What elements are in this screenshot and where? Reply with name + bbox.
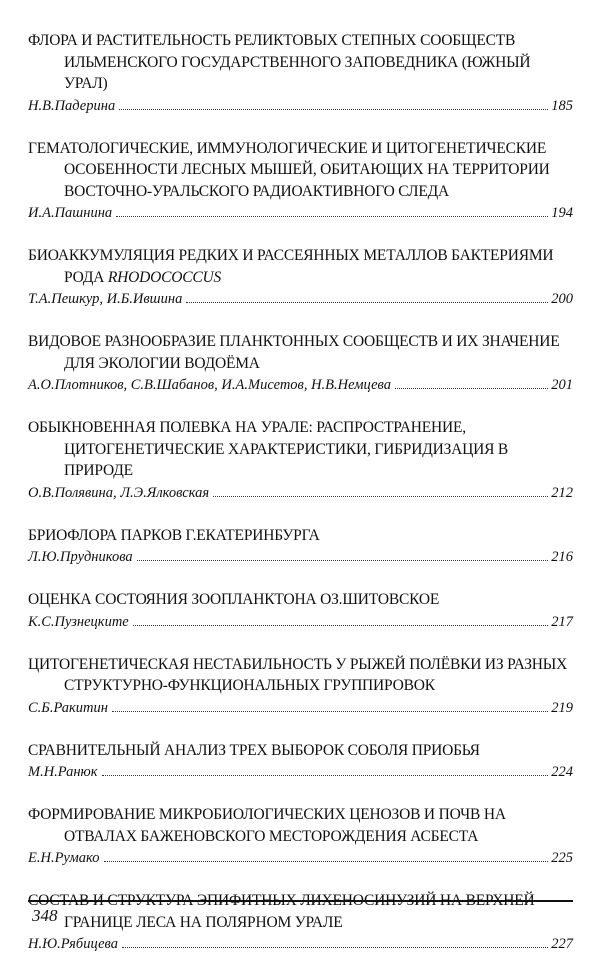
entry-page-number: 212 [551, 484, 573, 501]
entry-title: БИОАККУМУЛЯЦИЯ РЕДКИХ И РАССЕЯННЫХ МЕТАЛЛОВ БАКТЕРИЯМИ РОДА RHODOCOCCUS [28, 247, 554, 286]
entry-page-number: 200 [551, 291, 573, 307]
entry-author-line [28, 698, 573, 718]
toc-entry [28, 417, 573, 503]
entry-author-line [28, 762, 573, 782]
entry-title: ОБЫКНОВЕННАЯ ПОЛЕВКА НА УРАЛЕ: РАСПРОСТРАНЕНИЕ, ЦИТОГЕНЕТИЧЕСКИЕ ХАРАКТЕРИСТИКИ, ГИБРИДИЗАЦИЯ В ПРИРОДЕ [28, 419, 509, 479]
footer-rule [28, 900, 573, 902]
entry-page-number: 219 [551, 699, 573, 716]
dot-leader [112, 711, 548, 712]
entry-title: БРИОФЛОРА ПАРКОВ Г.ЕКАТЕРИНБУРГА [28, 526, 320, 544]
entry-title: ФОРМИРОВАНИЕ МИКРОБИОЛОГИЧЕСКИХ ЦЕНОЗОВ И ПОЧВ НА ОТВАЛАХ БАЖЕНОВСКОГО МЕСТОРОЖДЕНИЯ АСБЕСТА [28, 806, 506, 845]
entry-author-line [28, 934, 573, 954]
toc-entry [28, 654, 573, 718]
entry-page-number: 185 [551, 97, 573, 114]
dot-leader [102, 775, 549, 776]
toc-entry [28, 331, 573, 395]
entry-authors: Е.Н.Румако [28, 850, 100, 866]
entry-author-line [28, 612, 573, 632]
entry-authors: Н.Ю.Рябицева [28, 936, 118, 952]
entry-authors: Т.А.Пешкур, И.Б.Ившина [28, 291, 183, 307]
entry-page-number: 217 [551, 613, 573, 630]
entry-page-number: 194 [551, 205, 573, 221]
dot-leader [133, 625, 549, 626]
entry-author-line [28, 547, 573, 567]
entry-page-number: 227 [551, 936, 573, 952]
toc-entry [28, 589, 573, 632]
entry-page-number: 225 [551, 850, 573, 866]
entry-authors: М.Н.Ранюк [28, 764, 98, 780]
dot-leader [395, 388, 548, 389]
toc-entry [28, 30, 573, 116]
entry-authors: Л.Ю.Прудникова [28, 549, 133, 565]
toc-entry [28, 740, 573, 783]
entry-author-line [28, 203, 573, 223]
entry-authors: И.А.Пашнина [28, 205, 113, 221]
entry-title: ФЛОРА И РАСТИТЕЛЬНОСТЬ РЕЛИКТОВЫХ СТЕПНЫХ СООБЩЕСТВ ИЛЬМЕНСКОГО ГОСУДАРСТВЕННОГО ЗАПОВЕДНИКА (ЮЖНЫЙ УРАЛ) [28, 32, 531, 92]
entry-authors: С.Б.Ракитин [28, 699, 108, 716]
dot-leader [137, 560, 549, 561]
entry-title: ЦИТОГЕНЕТИЧЕСКАЯ НЕСТАБИЛЬНОСТЬ У РЫЖЕЙ ПОЛЁВКИ ИЗ РАЗНЫХ СТРУКТУРНО-ФУНКЦИОНАЛЬНЫХ ГРУППИРОВОК [28, 655, 568, 694]
entry-title: СОСТАВ И СТРУКТУРА ЭПИФИТНЫХ ЛИХЕНОСИНУЗИЙ НА ВЕРХНЕЙ ГРАНИЦЕ ЛЕСА НА ПОЛЯРНОМ УРАЛЕ [28, 892, 535, 931]
dot-leader [122, 947, 548, 948]
entry-authors: Н.В.Падерина [28, 97, 116, 114]
table-of-contents [28, 30, 573, 976]
dot-leader [186, 302, 548, 303]
toc-entry [28, 245, 573, 309]
entry-title: ГЕМАТОЛОГИЧЕСКИЕ, ИММУНОЛОГИЧЕСКИЕ И ЦИТОГЕНЕТИЧЕСКИЕ ОСОБЕННОСТИ ЛЕСНЫХ МЫШЕЙ, ОБИТАЮЩИХ НА ТЕРРИТОРИИ ВОСТОЧНО-УРАЛЬСКОГО РАДИОАКТИВНОГО СЛЕДА [28, 139, 550, 200]
entry-author-line [28, 96, 573, 116]
dot-leader [213, 496, 548, 497]
entry-page-number: 216 [551, 549, 573, 565]
toc-entry [28, 804, 573, 868]
entry-title: СРАВНИТЕЛЬНЫЙ АНАЛИЗ ТРЕХ ВЫБОРОК СОБОЛЯ ПРИОБЬЯ [28, 741, 480, 759]
entry-authors: К.С.Пузнецките [28, 613, 129, 630]
page-number: 348 [32, 906, 58, 925]
toc-entry [28, 525, 573, 568]
dot-leader [116, 216, 548, 217]
toc-entry [28, 138, 573, 224]
entry-title: ВИДОВОЕ РАЗНООБРАЗИЕ ПЛАНКТОННЫХ СООБЩЕСТВ И ИХ ЗНАЧЕНИЕ ДЛЯ ЭКОЛОГИИ ВОДОЁМА [28, 333, 560, 372]
entry-authors: О.В.Полявина, Л.Э.Ялковская [28, 484, 210, 501]
entry-author-line [28, 848, 573, 868]
dot-leader [119, 109, 548, 110]
entry-page-number: 201 [551, 377, 573, 393]
entry-author-line [28, 375, 573, 395]
entry-author-line [28, 289, 573, 309]
dot-leader [104, 861, 549, 862]
entry-page-number: 224 [551, 764, 573, 780]
entry-author-line [28, 483, 573, 503]
entry-title: ОЦЕНКА СОСТОЯНИЯ ЗООПЛАНКТОНА ОЗ.ШИТОВСКОЕ [28, 591, 440, 608]
entry-authors: А.О.Плотников, С.В.Шабанов, И.А.Мисетов, Н.В.Немцева [28, 377, 391, 393]
